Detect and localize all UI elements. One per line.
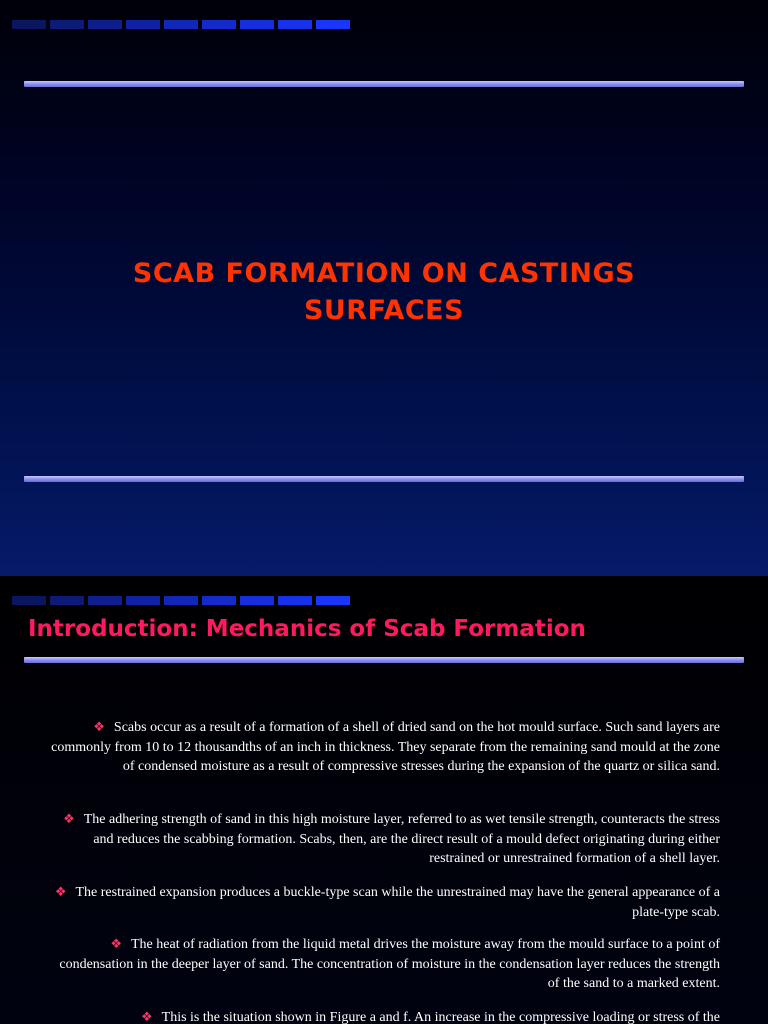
deco-square [278,596,312,605]
paragraph-text: The adhering strength of sand in this high moisture layer, referred to as wet tensile strength, counteracts the stress and reduces the scabbing formation. Scabs, then, are the direct result of a mould defect originating during either restrained or unrestrained formation of a shell layer. [83,812,720,866]
diamond-bullet-icon: ❖ [63,812,75,827]
diamond-bullet-icon: ❖ [54,885,67,900]
top-divider [24,81,744,87]
bullet-paragraph [50,883,720,922]
bullet-paragraph [50,810,720,869]
diamond-bullet-icon: ❖ [141,1010,153,1024]
deco-square [202,596,236,605]
deco-square [12,20,46,29]
deco-square [240,596,274,605]
deco-square [12,596,46,605]
introduction-slide [0,576,768,1024]
deco-square [316,20,350,29]
deco-square [88,596,122,605]
deco-square [164,20,198,29]
deco-square [164,596,198,605]
deco-square [316,596,350,605]
bullet-paragraph [50,1008,720,1024]
paragraph-text: The restrained expansion produces a buckle-type scan while the unrestrained may have the general appearance of a plate-type scab. [75,885,720,920]
paragraph-text: The heat of radiation from the liquid metal drives the moisture away from the mould surface to a point of condensation in the deeper layer of sand. The concentration of moisture in the condensation layer reduces the strength of the sand to a marked extent. [59,937,720,991]
diamond-bullet-icon: ❖ [93,720,105,735]
deco-square [278,20,312,29]
deco-square [126,20,160,29]
diamond-bullet-icon: ❖ [110,937,122,952]
decorative-squares [12,20,350,29]
deco-square [202,20,236,29]
deco-square [240,20,274,29]
bullet-paragraph [50,718,720,777]
bottom-divider [24,476,744,482]
slide-title: SCAB FORMATION ON CASTINGS SURFACES [132,258,636,326]
deco-square [50,596,84,605]
deco-square [126,596,160,605]
heading-divider [24,657,744,663]
paragraph-text: This is the situation shown in Figure a and f. An increase in the compressive loading or stress of the [161,1010,720,1024]
slide-heading: Introduction: Mechanics of Scab Formation [28,616,586,642]
deco-square [88,20,122,29]
paragraph-text: Scabs occur as a result of a formation of a shell of dried sand on the hot mould surface. Such sand layers are commonly from 10 to 12 thousandths of an inch in thickness. They separate from the remaining sand mould at the zone of condensed moisture as a result of compressive stresses during the expansion of the quartz or silica sand. [51,720,720,774]
decorative-squares [12,596,350,605]
bullet-paragraph [50,935,720,994]
deco-square [50,20,84,29]
